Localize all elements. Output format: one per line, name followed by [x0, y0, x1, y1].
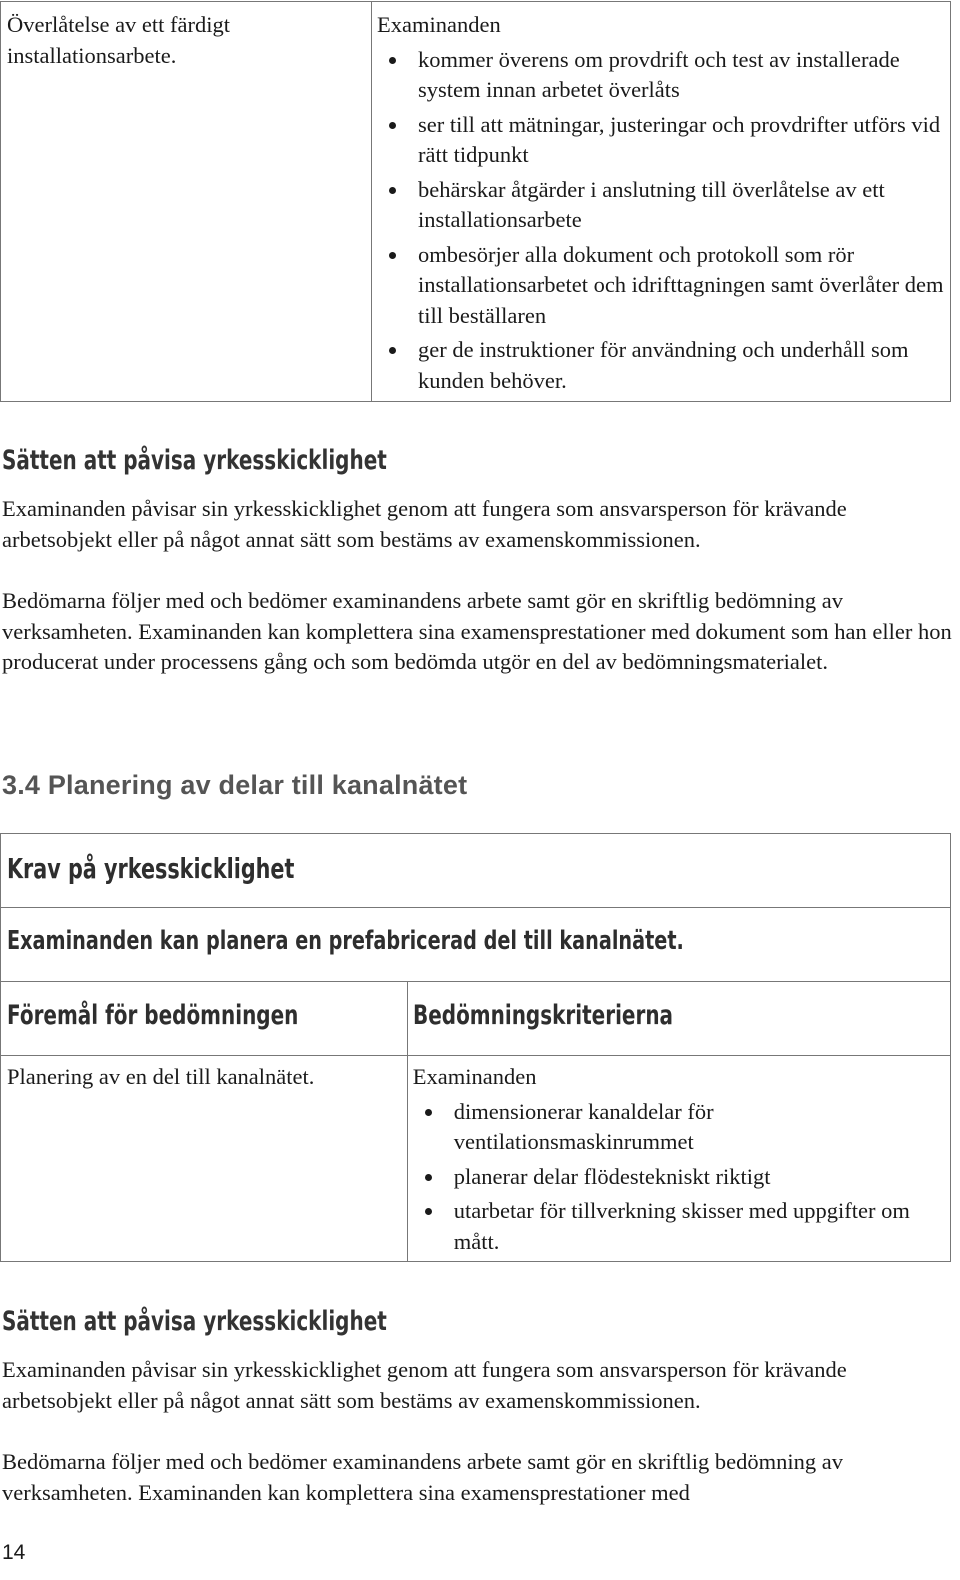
requirements-heading: Krav på yrkesskicklighet — [7, 852, 295, 885]
criteria-item: ser till att mätningar, justeringar och provdrifter utförs vid rätt tidpunkt — [377, 110, 946, 171]
section-title: 3.4 Planering av delar till kanalnätet — [2, 770, 468, 800]
criteria-lead: Examinanden — [377, 12, 501, 37]
criteria-list — [377, 45, 946, 397]
criteria-item: behärskar åtgärder i anslutning till överlåtelse av ett installationsarbete — [377, 175, 946, 236]
requirements-text-cell — [1, 908, 951, 982]
requirements-heading-cell — [1, 834, 951, 908]
criteria-item: ger de instruktioner för användning och underhåll som kunden behöver. — [377, 335, 946, 396]
criteria-list — [413, 1097, 946, 1258]
criteria-heading: Bedömningskriterierna — [412, 1000, 673, 1031]
criteria-table-2 — [0, 833, 951, 1262]
object-heading-cell — [1, 982, 408, 1056]
assessment-criteria-cell — [407, 1056, 950, 1262]
demonstration-paragraph: Examinanden påvisar sin yrkesskicklighet genom att fungera som ansvarsperson för krävande arbetsobjekt eller på något annat sätt som bestäms av examenskommissionen. — [2, 1357, 847, 1413]
criteria-table-1 — [0, 1, 951, 402]
criteria-item: utarbetar för tillverkning skisser med uppgifter om mått. — [413, 1196, 946, 1257]
assessment-paragraph: Bedömarna följer med och bedömer examinandens arbete samt gör en skriftlig bedömning av verksamheten. Examinanden kan komplettera sina examensprestationer med dokument som han eller hon producerat under processens gång och som bedömda utgör en del av bedömningsmaterialet. — [2, 588, 952, 674]
assessment-object-text: Planering av en del till kanalnätet. — [7, 1064, 315, 1089]
assessment-object-cell — [1, 1056, 408, 1262]
demonstration-heading: Sätten att påvisa yrkesskicklighet — [2, 1306, 387, 1337]
page-number: 14 — [2, 1541, 26, 1564]
demonstration-paragraph: Examinanden påvisar sin yrkesskicklighet genom att fungera som ansvarsperson för krävande arbetsobjekt eller på något annat sätt som bestäms av examenskommissionen. — [2, 496, 847, 552]
criteria-heading-cell — [407, 982, 950, 1056]
assessment-object-cell — [1, 2, 372, 402]
assessment-paragraph: Bedömarna följer med och bedömer examinandens arbete samt gör en skriftlig bedömning av verksamheten. Examinanden kan komplettera sina examensprestationer med — [2, 1449, 843, 1505]
assessment-object-text: Överlåtelse av ett färdigt installationsarbete. — [7, 12, 231, 68]
criteria-item: dimensionerar kanaldelar för ventilationsmaskinrummet — [413, 1097, 946, 1158]
assessment-criteria-cell — [372, 2, 951, 402]
criteria-item: ombesörjer alla dokument och protokoll som rör installationsarbetet och idrifttagningen samt överlåter dem till beställaren — [377, 240, 946, 332]
demonstration-heading: Sätten att påvisa yrkesskicklighet — [2, 445, 387, 476]
criteria-item: planerar delar flödestekniskt riktigt — [413, 1162, 946, 1193]
criteria-item: kommer överens om provdrift och test av installerade system innan arbetet överlåts — [377, 45, 946, 106]
requirements-text: Examinanden kan planera en prefabricerad del till kanalnätet. — [7, 926, 684, 956]
criteria-lead: Examinanden — [412, 1064, 537, 1089]
object-heading: Föremål för bedömningen — [7, 1000, 299, 1031]
